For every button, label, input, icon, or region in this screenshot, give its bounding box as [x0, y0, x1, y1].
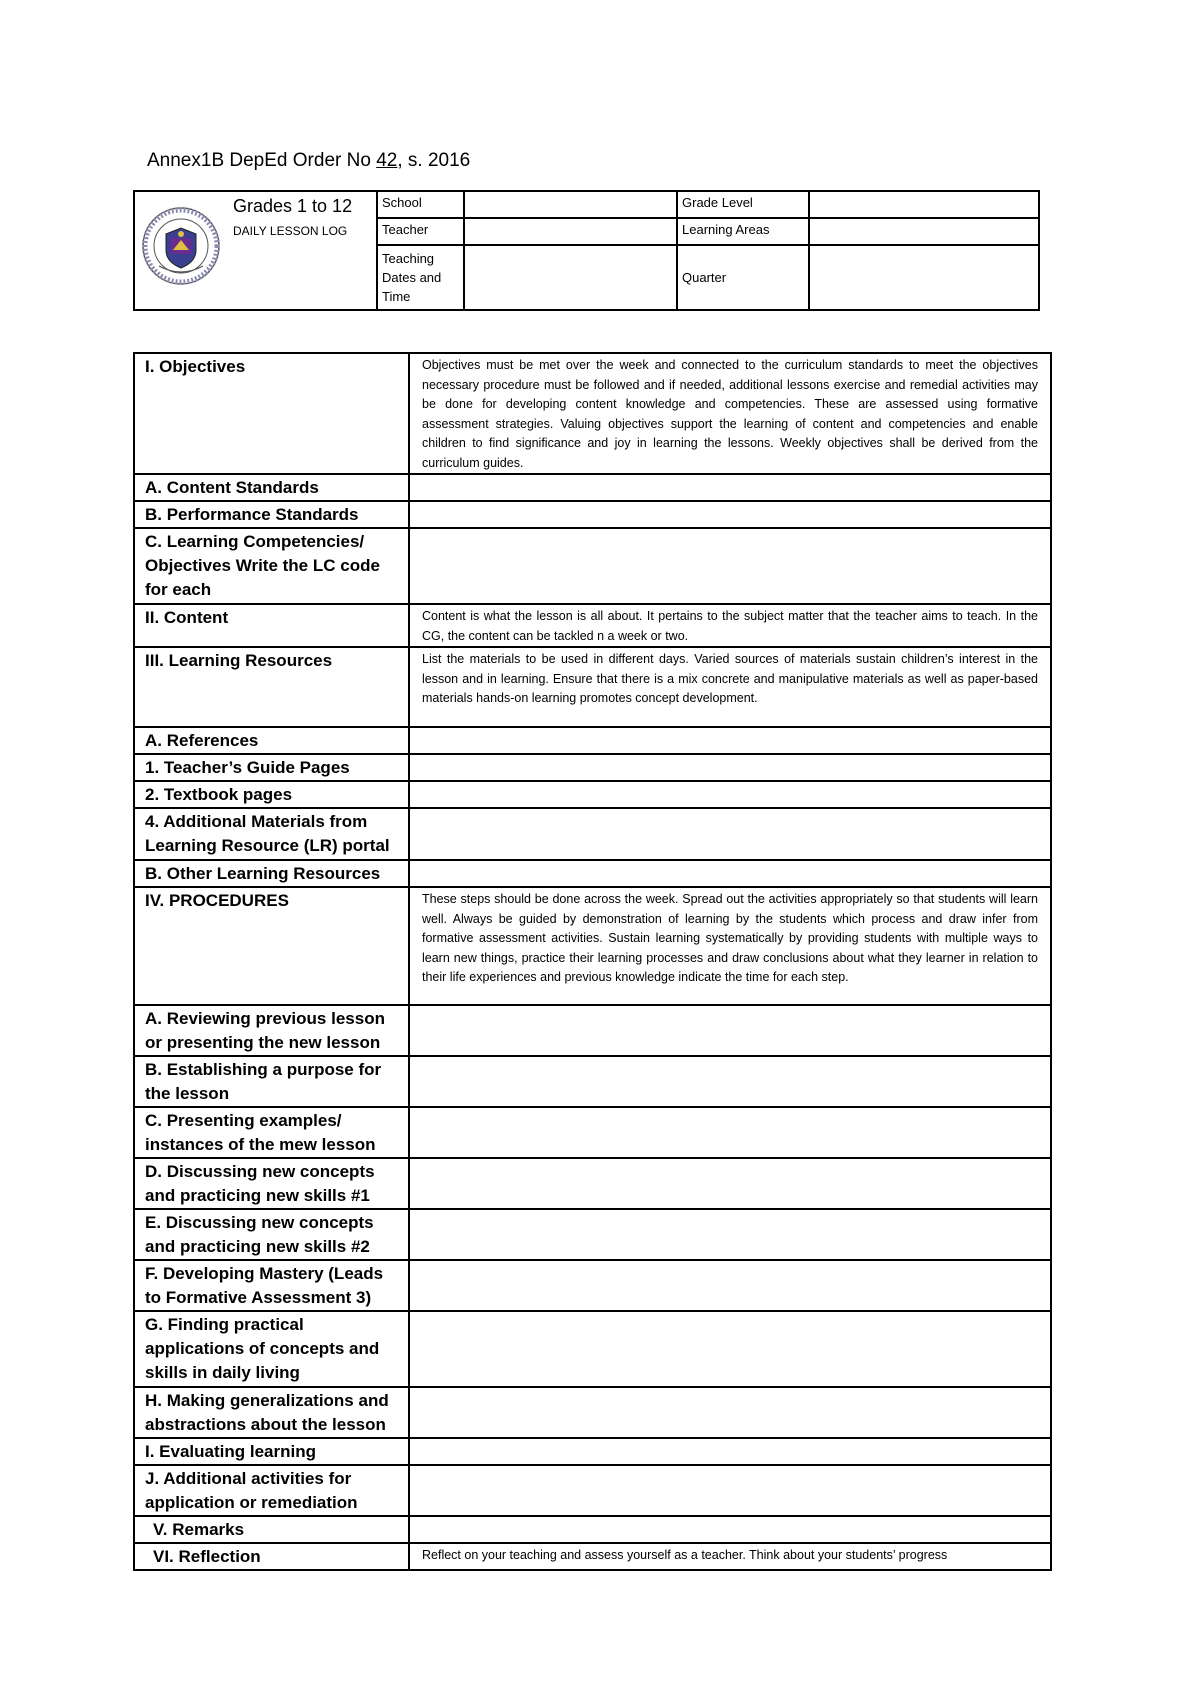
row-label: A. Reviewing previous lesson or presenting the new lesson: [134, 1005, 409, 1056]
row-entry-cell[interactable]: [409, 781, 1051, 808]
table-row: [134, 727, 1051, 754]
row-entry-cell[interactable]: [409, 1209, 1051, 1260]
grade-level-label: Grade Level: [677, 191, 809, 218]
row-entry-cell[interactable]: [409, 727, 1051, 754]
row-entry-cell[interactable]: [409, 1438, 1051, 1465]
daily-lesson-log-subtitle: DAILY LESSON LOG: [233, 224, 348, 238]
table-row: [134, 887, 1051, 1005]
row-entry-cell[interactable]: [409, 1311, 1051, 1387]
row-entry-cell[interactable]: [409, 754, 1051, 781]
row-label: I. Evaluating learning: [134, 1438, 409, 1465]
row-entry-cell[interactable]: [409, 1107, 1051, 1158]
row-entry-cell[interactable]: [409, 1516, 1051, 1543]
row-label: F. Developing Mastery (Leads to Formative Assessment 3): [134, 1260, 409, 1311]
quarter-label: Quarter: [677, 245, 809, 310]
row-label: D. Discussing new concepts and practicing new skills #1: [134, 1158, 409, 1209]
row-label: B. Other Learning Resources: [134, 860, 409, 887]
row-label: V. Remarks: [134, 1516, 409, 1543]
teacher-label: Teacher: [377, 218, 464, 245]
teaching-dates-value[interactable]: [464, 245, 677, 310]
row-label: 4. Additional Materials from Learning Resource (LR) portal: [134, 808, 409, 860]
row-entry-cell[interactable]: [409, 528, 1051, 604]
quarter-value[interactable]: [809, 245, 1039, 310]
table-row: [134, 1056, 1051, 1107]
row-label: E. Discussing new concepts and practicing new skills #2: [134, 1209, 409, 1260]
table-row: [134, 1311, 1051, 1387]
table-row: [134, 501, 1051, 528]
header-table: [133, 190, 1040, 311]
table-row: [134, 528, 1051, 604]
row-label: B. Establishing a purpose for the lesson: [134, 1056, 409, 1107]
lesson-log-table: [133, 352, 1052, 1571]
table-row: [134, 808, 1051, 860]
row-label: 2. Textbook pages: [134, 781, 409, 808]
table-row: [134, 604, 1051, 647]
table-row: [134, 1158, 1051, 1209]
row-label: G. Finding practical applications of concepts and skills in daily living: [134, 1311, 409, 1387]
lesson-log-rows: [134, 353, 1051, 1570]
row-label: I. Objectives: [134, 353, 409, 474]
row-entry-cell[interactable]: [409, 1260, 1051, 1311]
school-value[interactable]: [464, 191, 677, 218]
row-label: II. Content: [134, 604, 409, 647]
annex-suffix: , s. 2016: [397, 150, 471, 171]
table-row: [134, 1209, 1051, 1260]
row-description: Reflect on your teaching and assess yourself as a teacher. Think about your students’ progress: [409, 1543, 1051, 1570]
grades-title: Grades 1 to 12: [233, 196, 353, 216]
row-label: A. Content Standards: [134, 474, 409, 501]
row-label: 1. Teacher’s Guide Pages: [134, 754, 409, 781]
table-row: [134, 1005, 1051, 1056]
table-row: [134, 1516, 1051, 1543]
row-entry-cell[interactable]: [409, 1465, 1051, 1516]
row-entry-cell[interactable]: [409, 501, 1051, 528]
row-description: These steps should be done across the week. Spread out the activities appropriately so that students will learn well. Always be guided by demonstration of learning by the students which process and draw infer from formative assessment activities. Sustain learning systematically by providing students with multiple ways to learn new things, practice their learning processes and draw conclusions about what they learner in relation to their life experiences and previous knowledge indicate the time for each step.: [409, 887, 1051, 1005]
row-label: J. Additional activities for application or remediation: [134, 1465, 409, 1516]
table-row: [134, 1387, 1051, 1438]
row-entry-cell[interactable]: [409, 1056, 1051, 1107]
logo-cell: [134, 191, 377, 310]
school-label: School: [377, 191, 464, 218]
row-entry-cell[interactable]: [409, 1387, 1051, 1438]
row-entry-cell[interactable]: [409, 474, 1051, 501]
row-label: C. Presenting examples/ instances of the mew lesson: [134, 1107, 409, 1158]
learning-areas-label: Learning Areas: [677, 218, 809, 245]
table-row: [134, 647, 1051, 727]
row-label: VI. Reflection: [134, 1543, 409, 1570]
table-row: [134, 1543, 1051, 1570]
order-number: 42: [376, 150, 398, 171]
teacher-value[interactable]: [464, 218, 677, 245]
table-row: [134, 1260, 1051, 1311]
table-row: [134, 1107, 1051, 1158]
grade-level-value[interactable]: [809, 191, 1039, 218]
row-label: C. Learning Competencies/ Objectives Write the LC code for each: [134, 528, 409, 604]
learning-areas-value[interactable]: [809, 218, 1039, 245]
table-row: [134, 781, 1051, 808]
row-entry-cell[interactable]: [409, 1005, 1051, 1056]
row-description: List the materials to be used in different days. Varied sources of materials sustain children’s interest in the lesson and in learning. Ensure that there is a mix concrete and manipulative materials as well as paper-based materials hands-on learning promotes concept development.: [409, 647, 1051, 727]
row-label: III. Learning Resources: [134, 647, 409, 727]
deped-seal-icon: [141, 206, 221, 286]
table-row: [134, 474, 1051, 501]
row-label: A. References: [134, 727, 409, 754]
row-description: Objectives must be met over the week and connected to the curriculum standards to meet the objectives necessary procedure must be followed and if needed, additional lessons exercise and remedial activities may be done for developing content knowledge and competencies. These are assessed using formative assessment strategies. Valuing objectives support the learning of content and competencies and enable children to find significance and joy in learning the lessons. Weekly objectives shall be derived from the curriculum guides.: [409, 353, 1051, 474]
row-label: B. Performance Standards: [134, 501, 409, 528]
table-row: [134, 754, 1051, 781]
row-description: Content is what the lesson is all about. It pertains to the subject matter that the teacher aims to teach. In the CG, the content can be tackled n a week or two.: [409, 604, 1051, 647]
table-row: [134, 1438, 1051, 1465]
table-row: [134, 353, 1051, 474]
annex-prefix: Annex1B DepEd Order No: [147, 150, 377, 171]
row-entry-cell[interactable]: [409, 808, 1051, 860]
table-row: [134, 860, 1051, 887]
row-label: H. Making generalizations and abstractions about the lesson: [134, 1387, 409, 1438]
table-row: [134, 1465, 1051, 1516]
row-entry-cell[interactable]: [409, 860, 1051, 887]
annex-reference: [147, 150, 470, 172]
row-label: IV. PROCEDURES: [134, 887, 409, 1005]
teaching-dates-label: Teaching Dates and Time: [377, 245, 464, 310]
row-entry-cell[interactable]: [409, 1158, 1051, 1209]
